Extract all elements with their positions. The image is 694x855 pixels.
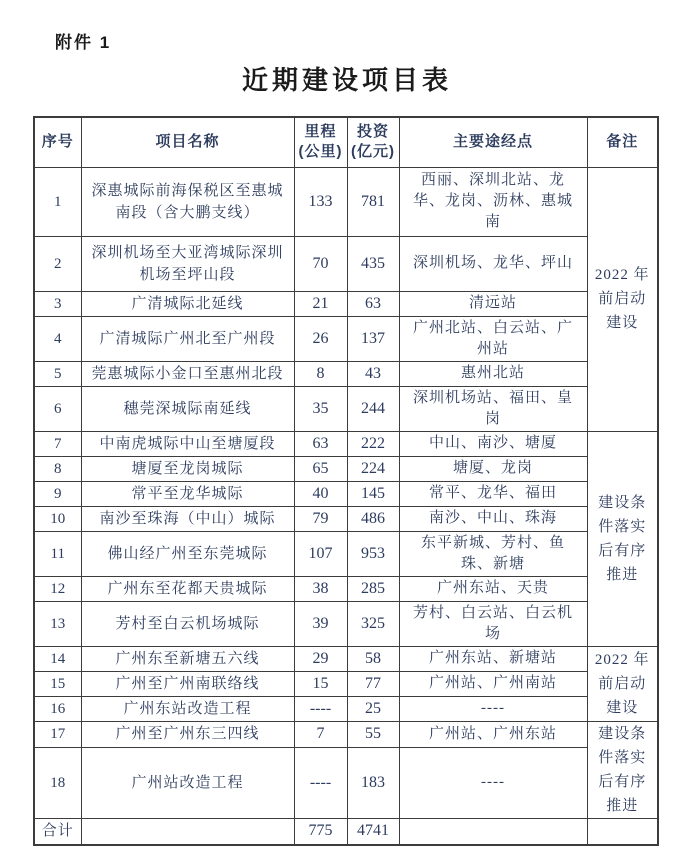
cell-investment: 58 xyxy=(347,646,399,671)
cell-investment: 285 xyxy=(347,576,399,601)
cell-project-name: 中南虎城际中山至塘厦段 xyxy=(81,431,294,456)
cell-investment: 25 xyxy=(347,696,399,721)
cell-mileage: 63 xyxy=(294,431,347,456)
cell-seq: 2 xyxy=(34,236,81,291)
cell-mileage: 15 xyxy=(294,671,347,696)
cell-project-name: 深圳机场至大亚湾城际深圳机场至坪山段 xyxy=(81,236,294,291)
cell-seq: 16 xyxy=(34,696,81,721)
cell-mileage: 26 xyxy=(294,316,347,361)
cell-seq: 5 xyxy=(34,361,81,386)
cell-investment: 244 xyxy=(347,386,399,431)
table-row xyxy=(34,531,658,576)
table-row xyxy=(34,167,658,236)
cell-project-name: 广州东至新塘五六线 xyxy=(81,646,294,671)
cell-project-name: 广州站改造工程 xyxy=(81,748,294,818)
table-row xyxy=(34,316,658,361)
cell-stops: 广州站、广州南站 xyxy=(399,671,587,696)
cell-investment: 781 xyxy=(347,167,399,236)
cell-stops: 清远站 xyxy=(399,291,587,316)
table-row xyxy=(34,721,658,748)
table-row xyxy=(34,481,658,506)
cell-note-group-3: 2022 年前启动建设 xyxy=(587,646,658,721)
table-row xyxy=(34,506,658,531)
table-header-row xyxy=(34,117,658,167)
projects-table xyxy=(33,116,659,846)
cell-seq: 1 xyxy=(34,167,81,236)
cell-mileage: 29 xyxy=(294,646,347,671)
cell-mileage: 65 xyxy=(294,456,347,481)
table-row xyxy=(34,361,658,386)
table-row xyxy=(34,456,658,481)
table-row xyxy=(34,576,658,601)
cell-seq: 14 xyxy=(34,646,81,671)
cell-project-name: 广州东站改造工程 xyxy=(81,696,294,721)
header-mileage xyxy=(294,117,347,167)
cell-investment: 55 xyxy=(347,721,399,748)
cell-project-name: 莞惠城际小金口至惠州北段 xyxy=(81,361,294,386)
cell-stops: 惠州北站 xyxy=(399,361,587,386)
cell-investment: 224 xyxy=(347,456,399,481)
cell-project-name: 广州至广州东三四线 xyxy=(81,721,294,748)
cell-project-name: 南沙至珠海（中山）城际 xyxy=(81,506,294,531)
cell-seq: 8 xyxy=(34,456,81,481)
cell-mileage: 70 xyxy=(294,236,347,291)
cell-total-name xyxy=(81,818,294,845)
cell-project-name: 常平至龙华城际 xyxy=(81,481,294,506)
table-row xyxy=(34,696,658,721)
cell-stops: 中山、南沙、塘厦 xyxy=(399,431,587,456)
table-row xyxy=(34,601,658,646)
cell-note-group-4: 建设条件落实后有序推进 xyxy=(587,721,658,818)
cell-mileage: ---- xyxy=(294,748,347,818)
cell-total-label: 合计 xyxy=(34,818,81,845)
header-investment-line1: 投资 xyxy=(356,123,389,141)
table-row xyxy=(34,291,658,316)
header-mileage-line2: (公里) xyxy=(298,143,343,161)
cell-mileage: 79 xyxy=(294,506,347,531)
cell-mileage: 39 xyxy=(294,601,347,646)
cell-stops: 广州东站、新塘站 xyxy=(399,646,587,671)
cell-stops: 广州北站、白云站、广州站 xyxy=(399,316,587,361)
cell-investment: 435 xyxy=(347,236,399,291)
cell-investment: 222 xyxy=(347,431,399,456)
cell-investment: 137 xyxy=(347,316,399,361)
header-project-name: 项目名称 xyxy=(81,117,294,167)
cell-investment: 953 xyxy=(347,531,399,576)
cell-mileage: 133 xyxy=(294,167,347,236)
header-seq: 序号 xyxy=(34,117,81,167)
attachment-label: 附件 1 xyxy=(55,33,112,52)
cell-stops: 广州站、广州东站 xyxy=(399,721,587,748)
table-row xyxy=(34,236,658,291)
cell-note-group-2: 建设条件落实后有序推进 xyxy=(587,431,658,646)
cell-investment: 145 xyxy=(347,481,399,506)
cell-mileage: 7 xyxy=(294,721,347,748)
cell-seq: 13 xyxy=(34,601,81,646)
cell-project-name: 芳村至白云机场城际 xyxy=(81,601,294,646)
cell-investment: 77 xyxy=(347,671,399,696)
cell-investment: 486 xyxy=(347,506,399,531)
header-investment-line2: (亿元) xyxy=(351,143,395,161)
cell-seq: 15 xyxy=(34,671,81,696)
table-total-row xyxy=(34,818,658,845)
cell-total-mileage: 775 xyxy=(294,818,347,845)
header-note: 备注 xyxy=(587,117,658,167)
cell-mileage: 35 xyxy=(294,386,347,431)
cell-project-name: 佛山经广州至东莞城际 xyxy=(81,531,294,576)
cell-note-group-1: 2022 年前启动建设 xyxy=(587,167,658,431)
table-row xyxy=(34,646,658,671)
cell-total-note xyxy=(587,818,658,845)
cell-project-name: 深惠城际前海保税区至惠城南段（含大鹏支线） xyxy=(81,167,294,236)
cell-seq: 18 xyxy=(34,748,81,818)
cell-investment: 43 xyxy=(347,361,399,386)
cell-mileage: 40 xyxy=(294,481,347,506)
cell-total-stops xyxy=(399,818,587,845)
cell-seq: 7 xyxy=(34,431,81,456)
cell-seq: 4 xyxy=(34,316,81,361)
cell-project-name: 广州东至花都天贵城际 xyxy=(81,576,294,601)
cell-seq: 3 xyxy=(34,291,81,316)
cell-project-name: 广州至广州南联络线 xyxy=(81,671,294,696)
cell-mileage: 107 xyxy=(294,531,347,576)
cell-investment: 325 xyxy=(347,601,399,646)
cell-mileage: 8 xyxy=(294,361,347,386)
cell-seq: 11 xyxy=(34,531,81,576)
cell-mileage: 21 xyxy=(294,291,347,316)
cell-project-name: 广清城际北延线 xyxy=(81,291,294,316)
cell-project-name: 广清城际广州北至广州段 xyxy=(81,316,294,361)
header-stops: 主要途经点 xyxy=(399,117,587,167)
header-mileage-line1: 里程 xyxy=(304,123,337,141)
cell-investment: 183 xyxy=(347,748,399,818)
cell-stops: 深圳机场、龙华、坪山 xyxy=(399,236,587,291)
cell-stops: 西丽、深圳北站、龙华、龙岗、沥林、惠城南 xyxy=(399,167,587,236)
cell-project-name: 穗莞深城际南延线 xyxy=(81,386,294,431)
cell-seq: 10 xyxy=(34,506,81,531)
header-investment xyxy=(347,117,399,167)
page-title: 近期建设项目表 xyxy=(241,65,452,95)
cell-stops: ---- xyxy=(399,696,587,721)
cell-stops: 塘厦、龙岗 xyxy=(399,456,587,481)
cell-stops: 深圳机场站、福田、皇岗 xyxy=(399,386,587,431)
cell-stops: 东平新城、芳村、鱼珠、新塘 xyxy=(399,531,587,576)
cell-project-name: 塘厦至龙岗城际 xyxy=(81,456,294,481)
cell-seq: 6 xyxy=(34,386,81,431)
cell-investment: 63 xyxy=(347,291,399,316)
table-row xyxy=(34,671,658,696)
cell-stops: 南沙、中山、珠海 xyxy=(399,506,587,531)
cell-stops: 芳村、白云站、白云机场 xyxy=(399,601,587,646)
cell-seq: 12 xyxy=(34,576,81,601)
cell-total-investment: 4741 xyxy=(347,818,399,845)
cell-mileage: 38 xyxy=(294,576,347,601)
cell-seq: 17 xyxy=(34,721,81,748)
table-row xyxy=(34,431,658,456)
cell-stops: 广州东站、天贵 xyxy=(399,576,587,601)
cell-seq: 9 xyxy=(34,481,81,506)
cell-mileage: ---- xyxy=(294,696,347,721)
cell-stops: ---- xyxy=(399,748,587,818)
table-row xyxy=(34,748,658,818)
table-row xyxy=(34,386,658,431)
cell-stops: 常平、龙华、福田 xyxy=(399,481,587,506)
